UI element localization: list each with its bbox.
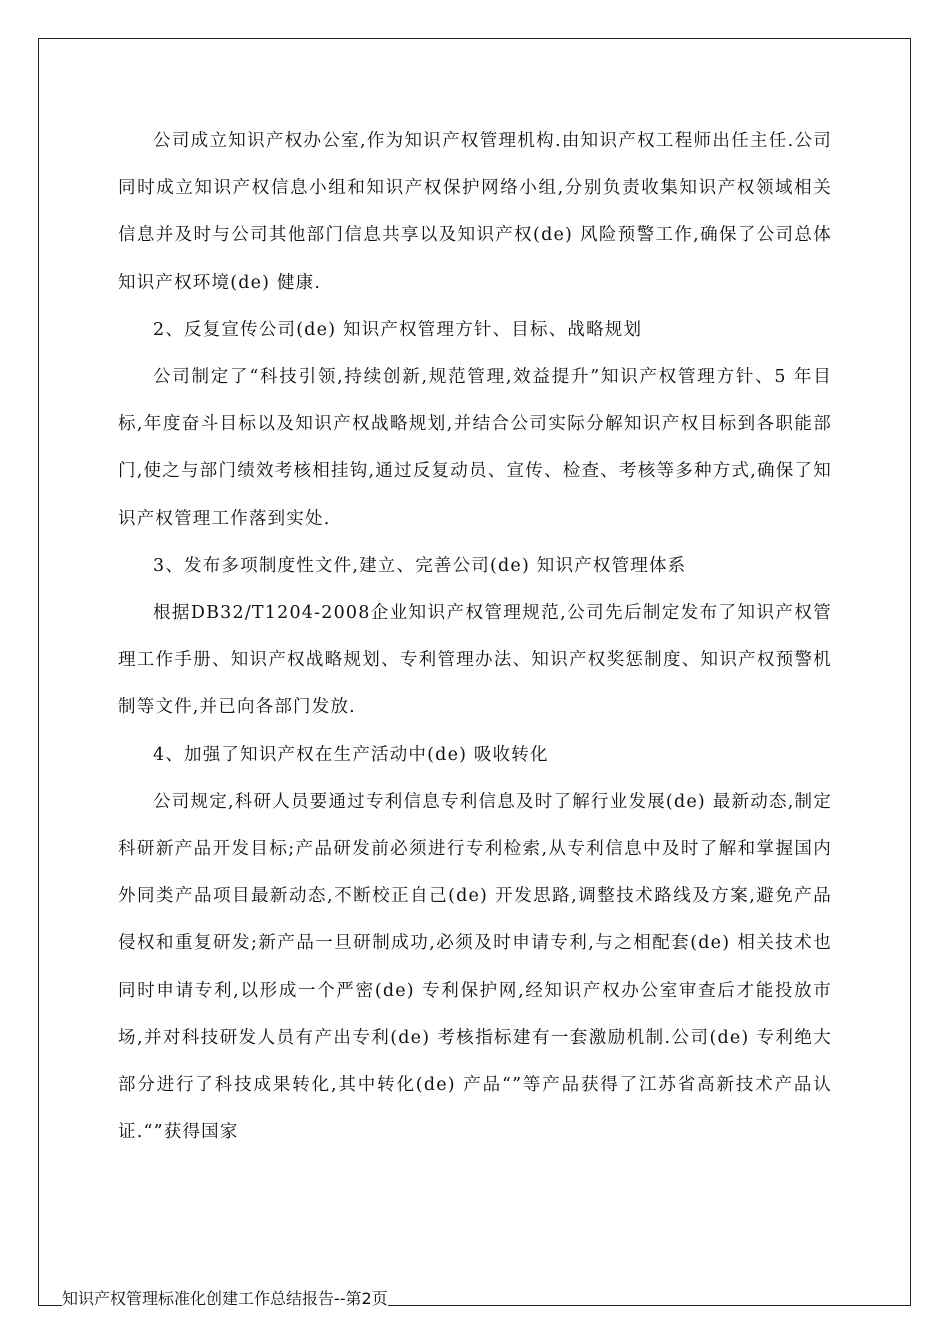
paragraph-ip-system: 根据DB32/T1204-2008企业知识产权管理规范,公司先后制定发布了知识产权管理工作手册、知识产权战略规划、专利管理办法、知识产权奖惩制度、知识产权预警机制等文件,并已向各部门发放. [118,603,832,718]
section-heading-4: 4、加强了知识产权在生产活动中(de) 吸收转化 [153,744,549,765]
paragraph-ip-conversion: 公司规定,科研人员要通过专利信息专利信息及时了解行业发展(de) 最新动态,制定科研新产品开发目标;产品研发前必须进行专利检索,从专利信息中及时了解和掌握国内外同类产品项目最新动态,不断校正自己(de) 开发思路,调整技术路线及方案,避免产品侵权和重复研发;新产品一旦研制成功,必须及时申请专利,与之相配套(de) 相关技术也同时申请专利,以形成一个严密(de) 专利保护网,经知识产权办公室审查后才能投放市场,并对科技研发人员有产出专利(de) 考核指标建有一套激励机制.公司(de) 专利绝大部分进行了科技成果转化,其中转化(de) 产品“”等产品获得了江苏省高新技术产品认证.“”获得国家 [118,791,832,1143]
paragraph-ip-office: 公司成立知识产权办公室,作为知识产权管理机构.由知识产权工程师出任主任.公司同时成立知识产权信息小组和知识产权保护网络小组,分别负责收集知识产权领域相关信息并及时与公司其他部门信息共享以及知识产权(de) 风险预警工作,确保了公司总体知识产权环境(de) 健康. [118,131,832,293]
section-heading-2: 2、反复宣传公司(de) 知识产权管理方针、目标、战略规划 [153,319,643,340]
page-footer: 知识产权管理标准化创建工作总结报告--第2页 [62,1289,388,1308]
paragraph-ip-policy: 公司制定了“科技引领,持续创新,规范管理,效益提升”知识产权管理方针、5 年目标,年度奋斗目标以及知识产权战略规划,并结合公司实际分解知识产权目标到各职能部门,使之与部门绩效考核相挂钩,通过反复动员、宣传、检查、考核等多种方式,确保了知识产权管理工作落到实处. [118,367,832,529]
document-body [118,118,832,1156]
section-heading-3: 3、发布多项制度性文件,建立、完善公司(de) 知识产权管理体系 [153,555,687,576]
